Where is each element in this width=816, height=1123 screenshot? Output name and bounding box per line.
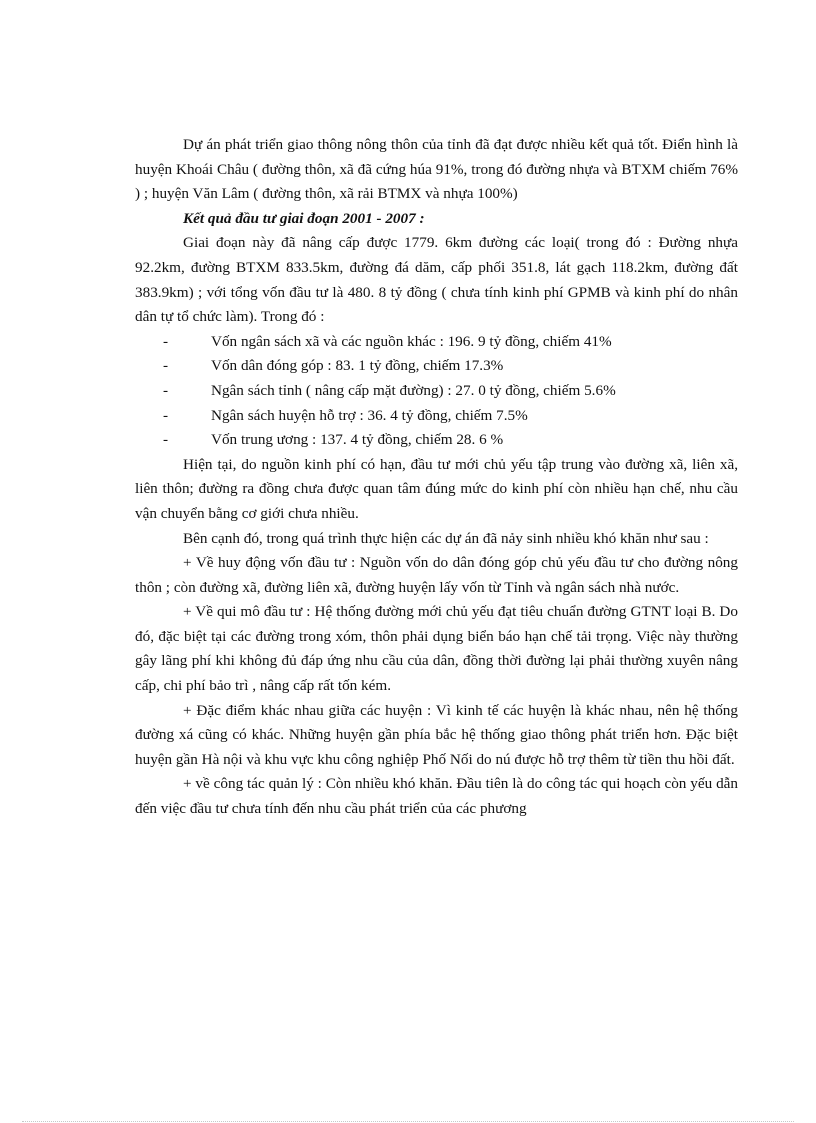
document-page [135, 133, 738, 822]
paragraph-district-differences: + Đặc điểm khác nhau giữa các huyện : Vì kinh tế các huyện là khác nhau, nên hệ thống đường xá cũng có khác. Những huyện gần phía bắc hệ thống giao thông phát triển hơn. Đặc biệt huyện gần Hà nội và khu vực khu công nghiệp Phố Nối do nú được hỗ trợ thêm từ tiền thu hồi đất. [135, 701, 738, 768]
section-heading: Kết quả đầu tư giai đoạn 2001 - 2007 : [183, 209, 425, 227]
list-item-text: Ngân sách tỉnh ( nâng cấp mặt đường) : 27. 0 tỷ đồng, chiếm 5.6% [211, 381, 616, 399]
paragraph-current-status: Hiện tại, do nguồn kinh phí có hạn, đầu tư mới chủ yếu tập trung vào đường xã, liên xã, liên thôn; đường ra đồng chưa được quan tâm đúng mức do kinh phí còn nhiều hạn chế, nhu cầu vận chuyển bằng cơ giới chưa nhiều. [135, 455, 738, 522]
list-item [163, 330, 738, 355]
funding-source-list [135, 330, 738, 453]
paragraph-capital-mobilization: + Về huy động vốn đầu tư : Nguồn vốn do dân đóng góp chủ yếu đầu tư cho đường nông thôn ; còn đường xã, đường liên xã, đường huyện lấy vốn từ Tỉnh và ngân sách nhà nước. [135, 554, 738, 596]
bullet-dash: - [163, 357, 169, 375]
bullet-dash: - [163, 381, 169, 399]
list-item-text: Vốn ngân sách xã và các nguồn khác : 196. 9 tỷ đồng, chiếm 41% [211, 332, 612, 350]
bullet-dash: - [163, 431, 169, 449]
paragraph-management: + về công tác quản lý : Còn nhiều khó khăn. Đầu tiên là do công tác qui hoạch còn yếu dẫn đến việc đầu tư chưa tính đến nhu cầu phát triển của các phương [135, 775, 738, 818]
paragraph-investment-scale: + Về qui mô đầu tư : Hệ thống đường mới chủ yếu đạt tiêu chuẩn đường GTNT loại B. Do đó, đặc biệt tại các đường trong xóm, thôn phải dụng biển báo hạn chế tải trọng. Việc này thường gây lãng phí khi không đủ đáp ứng nhu cầu của dân, đồng thời đường lại phải thường xuyên nâng cấp, chi phí bảo trì , nâng cấp rất tốn kém. [135, 603, 738, 695]
bullet-dash: - [163, 332, 169, 350]
list-item-text: Vốn trung ương : 137. 4 tỷ đồng, chiếm 28. 6 % [211, 431, 504, 449]
list-item-text: Ngân sách huyện hỗ trợ : 36. 4 tỷ đồng, chiếm 7.5% [211, 406, 528, 424]
list-item-text: Vốn dân đóng góp : 83. 1 tỷ đồng, chiếm 17.3% [211, 357, 504, 375]
list-item [163, 404, 738, 429]
list-item [163, 379, 738, 404]
paragraph-difficulties-intro: Bên cạnh đó, trong quá trình thực hiện các dự án đã nảy sinh nhiều khó khăn như sau : [183, 529, 709, 547]
paragraph-investment-summary: Giai đoạn này đã nâng cấp được 1779. 6km đường các loại( trong đó : Đường nhựa 92.2km, đường BTXM 833.5km, đường đá dăm, cấp phối 351.8, lát gạch 118.2km, đường đất 383.9km) ; với tổng vốn đầu tư là 480. 8 tỷ đồng ( chưa tính kinh phí GPMB và kinh phí do nhân dân tự tổ chức làm). Trong đó : [135, 234, 738, 326]
list-item [163, 428, 738, 453]
list-item [163, 354, 738, 379]
bullet-dash: - [163, 406, 169, 424]
page-bottom-divider [22, 1121, 794, 1122]
paragraph-intro: Dự án phát triển giao thông nông thôn của tỉnh đã đạt được nhiều kết quả tốt. Điển hình là huyện Khoái Châu ( đường thôn, xã đã cứng húa 91%, trong đó đường nhựa và BTXM chiếm 76% ) ; huyện Văn Lâm ( đường thôn, xã rải BTMX và nhựa 100%) [135, 136, 738, 203]
